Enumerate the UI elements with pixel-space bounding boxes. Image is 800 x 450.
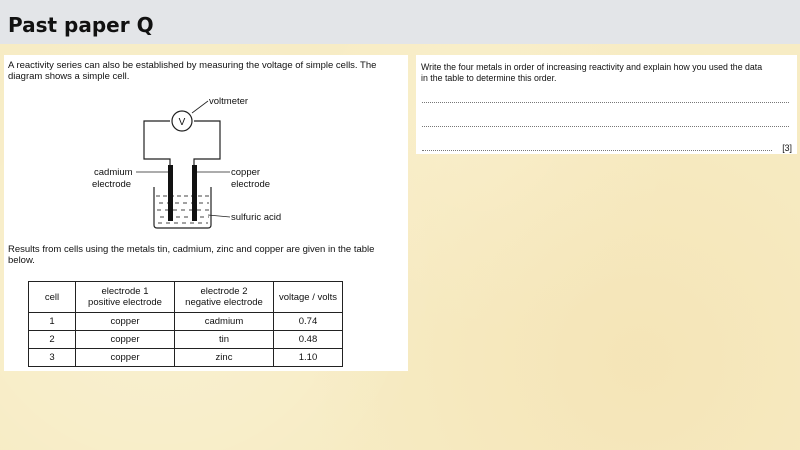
header-e1-line-2: positive electrode: [88, 297, 162, 308]
results-line-2: below.: [8, 255, 35, 266]
header-e2-line-1: electrode 2: [200, 286, 248, 297]
question-line-2: in the table to determine this order.: [421, 72, 557, 83]
copper-label-line-2: electrode: [231, 179, 271, 190]
row-cell: 2: [29, 331, 76, 349]
intro-text: [8, 60, 408, 82]
cadmium-label-line-2: electrode: [92, 179, 132, 190]
header-voltage: [274, 282, 343, 313]
wire-left: [144, 121, 170, 165]
wire-right: [194, 121, 220, 165]
question-panel-left: [4, 55, 408, 371]
answer-line-2[interactable]: [422, 126, 789, 127]
title-bar: [0, 0, 800, 44]
row-electrode-2: zinc: [175, 349, 274, 367]
question-text: [421, 62, 793, 83]
voltmeter-label: voltmeter: [209, 96, 249, 107]
header-electrode-2: [175, 282, 274, 313]
copper-electrode: [192, 165, 197, 221]
results-line-1: Results from cells using the metals tin, cadmium, zinc and copper are given in the table: [8, 244, 375, 255]
marks-label: [3]: [782, 143, 792, 153]
cadmium-electrode: [168, 165, 173, 221]
table-row: [29, 313, 343, 331]
table-row: [29, 349, 343, 367]
results-table: [28, 281, 343, 367]
header-voltage-text: voltage / volts: [278, 291, 338, 303]
table-header-row: [29, 282, 343, 313]
row-voltage: 0.74: [274, 313, 343, 331]
intro-line-1: A reactivity series can also be established by measuring the voltage of simple cells. The: [8, 60, 377, 71]
row-cell: 1: [29, 313, 76, 331]
beaker: [154, 187, 211, 228]
acid-label: sulfuric acid: [231, 212, 282, 223]
voltmeter-symbol: V: [178, 117, 186, 128]
row-electrode-2: tin: [175, 331, 274, 349]
row-voltage: 1.10: [274, 349, 343, 367]
copper-label-line-1: copper: [231, 167, 261, 178]
row-electrode-1: copper: [76, 349, 175, 367]
row-electrode-2: cadmium: [175, 313, 274, 331]
row-electrode-1: copper: [76, 331, 175, 349]
header-e1-line-1: electrode 1: [101, 286, 149, 297]
slide-title: Past paper Q: [8, 13, 154, 37]
row-electrode-1: copper: [76, 313, 175, 331]
simple-cell-diagram: [74, 91, 334, 239]
intro-line-2: diagram shows a simple cell.: [8, 71, 130, 82]
row-cell: 3: [29, 349, 76, 367]
results-text: [8, 244, 406, 266]
answer-line-1[interactable]: [422, 102, 789, 103]
header-cell: [29, 282, 76, 313]
table-row: [29, 331, 343, 349]
header-cell-text: cell: [44, 291, 60, 303]
question-line-1: Write the four metals in order of increasing reactivity and explain how you used the data: [421, 62, 763, 72]
row-voltage: 0.48: [274, 331, 343, 349]
answer-line-3[interactable]: [422, 150, 772, 151]
header-e2-line-2: negative electrode: [185, 297, 263, 308]
cadmium-label-line-1: cadmium: [94, 167, 133, 178]
voltmeter-leader-line: [192, 101, 208, 113]
question-panel-right: [416, 55, 797, 154]
acid-liquid: [156, 196, 209, 223]
header-electrode-1: [76, 282, 175, 313]
